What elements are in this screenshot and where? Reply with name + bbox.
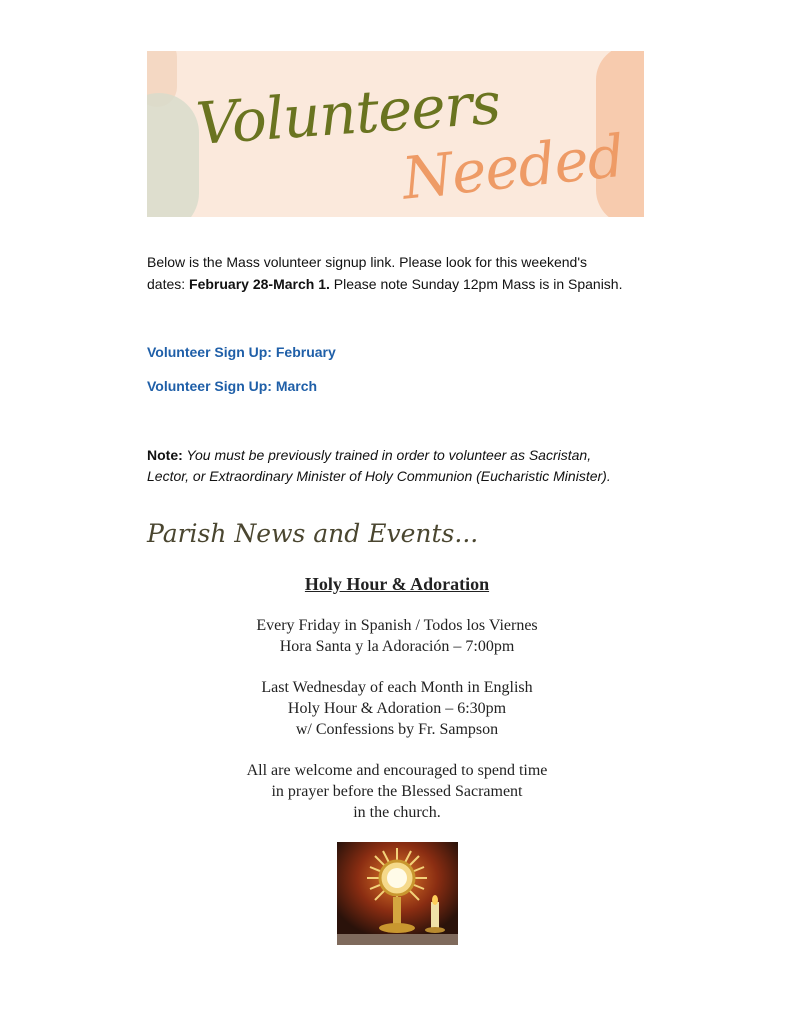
volunteer-signup-march-link[interactable]: Volunteer Sign Up: March xyxy=(147,378,318,394)
weekend-dates: February 28-March 1. xyxy=(189,276,330,292)
event-block-friday: Every Friday in Spanish / Todos los Viernes Hora Santa y la Adoración – 7:00pm xyxy=(256,617,538,655)
note-label: Note: xyxy=(147,447,183,463)
volunteer-signup-february-link[interactable]: Volunteer Sign Up: February xyxy=(147,344,336,360)
monstrance-image xyxy=(337,842,458,945)
banner-word-volunteers: Volunteers xyxy=(193,68,503,158)
intro-text: Below is the Mass volunteer signup link. Please look for this weekend's dates: February 28-March 1. Please note Sunday 12pm Mass is in Spanish. xyxy=(147,254,623,292)
banner-lettering xyxy=(147,51,644,217)
banner-word-needed: Needed xyxy=(398,121,627,213)
event-title: Holy Hour & Adoration xyxy=(304,574,490,594)
holy-hour-event xyxy=(147,574,647,843)
volunteers-needed-banner xyxy=(147,51,644,217)
training-note: Note: You must be previously trained in order to volunteer as Sacristan, Lector, or Extraordinary Minister of Holy Communion (Eucharistic Minister). xyxy=(147,447,611,484)
monstrance-icon xyxy=(337,842,458,945)
event-block-welcome: All are welcome and encouraged to spend time in prayer before the Blessed Sacrament in the church. xyxy=(246,762,548,821)
event-block-wednesday: Last Wednesday of each Month in English Holy Hour & Adoration – 6:30pm w/ Confessions by Fr. Sampson xyxy=(261,679,533,738)
section-heading: Parish News and Events... xyxy=(147,519,479,548)
